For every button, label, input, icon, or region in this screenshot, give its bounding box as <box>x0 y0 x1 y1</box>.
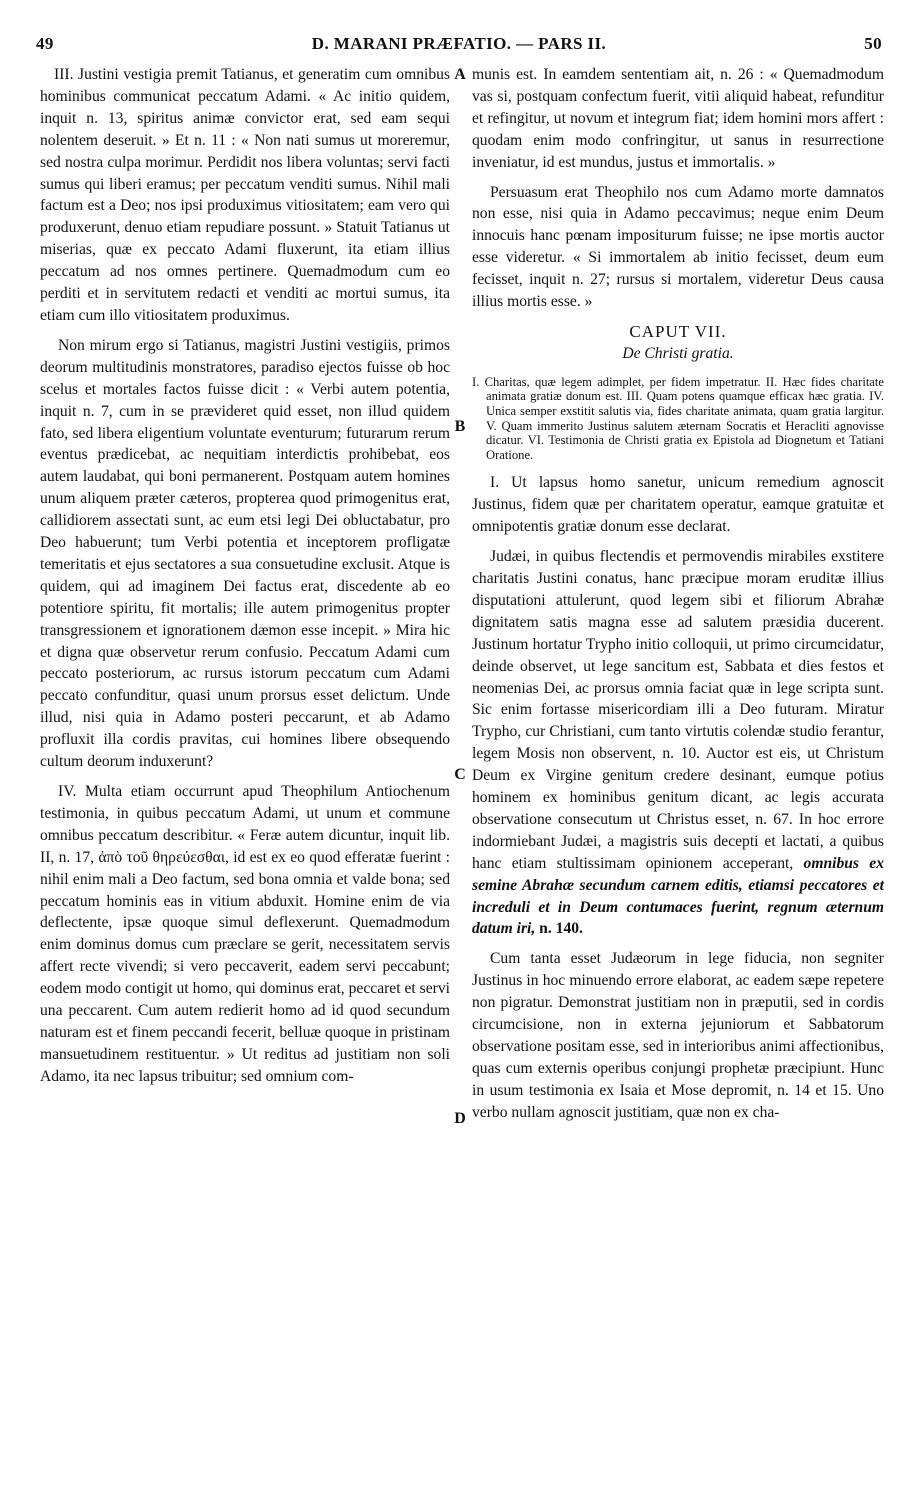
paragraph-iii: III. Justini vestigia premit Tatianus, et generatim cum omnibus hominibus communicat peccatum Adami. « Ac initio quidem, inquit n. 13, spiritus animæ convictor erat, sed eam sequi nolentem deseruit. » Et n. 11 : « Non nati sumus ut moreremur, sed nostra culpa morimur. Perdidit nos libera voluntas; servi facti sumus qui liberi eramus; per peccatum venditi sumus. Nihil mali factum est a Deo; nos ipsi produximus vitiositatem; eam vero qui produxerunt, denuo etiam repudiare possunt. » Statuit Tatianus ut miserias, quæ ex peccato Adami fluxerunt, ita etiam illius peccatum ad nos omnes pertinere. Quemadmodum cum eo perditi et in servitutem redacti et venditi ac mortui sumus, ita etiam cum illo vitiositatem produximus. <box>40 66 450 324</box>
paragraph-non-mirum: Non mirum ergo si Tatianus, magistri Justini vestigiis, primos deorum multitudinis monstratores, paradiso ejectos fuisse ob hoc scelus et mortales factos fuisse dicit : « Verbi autem potentia, inquit n. 7, cum in se prævideret quid esset, non illud quidem fato, sed libera eligentium voluntate eventurum; futurarum rerum eventus prædicebat, ac nequitiam interdictis prohibebat, eos autem laudabat, qui boni permanerent. Postquam autem homines unum aliquem præter cæteros, propterea quod primogenitus erat, callidiorem assectati sunt, ac eum etsi legi Dei obluctabatur, pro Deo habuerunt; tum Verbi potentia et inceptorem profligatæ temeritatis et ejus sectatores a sua consuetudine exclusit. Atque is quidem, qui ad imaginem Dei factus erat, discedente ab eo potentiore spiritu, fit mortalis; ille autem primogenitus propter transgressionem et ignorationem dæmon esse incepit. » Mira hic et digna quæ observetur rerum confusio. Peccatum Adami cum peccato posteriorum, ac rursus istorum peccatum cum Adami peccato confunditur, quasi unum prorsus esset delictum. Unde illud, nisi quia in Adamo posteri peccarunt, et ab Adamo profluxit illa cordis pravitas, cui homines libere obsequendo cultum deorum induxerunt? <box>40 336 450 771</box>
page-number-right: 50 <box>864 34 882 53</box>
paragraph-judaei <box>472 546 884 940</box>
paragraph-judaei-italic: omnibus ex semine Abrahæ secundum carnem editis, etiamsi peccatores et increduli et in Deum contumaces fuerint, regnum æternum datum iri, <box>472 854 884 938</box>
margin-letter-a: A <box>454 66 466 83</box>
paragraph-cum-tanta: Cum tanta esset Judæorum in lege fiducia, non segniter Justinus in hoc minuendo errore elaborat, ac eadem sæpe repetere non pigratur. Demonstrat justitiam non in præputii, sed in cordis circumcisione, non in externa jejuniorum et Sabbatorum observatione positam esse, sed in interioribus animi affectionibus, quas cum externis operibus conjungi prophetæ præcipiunt. Hunc in usum testimonia ex Isaia et Mose depromit, n. 14 et 15. Uno verbo nullam agnoscit justitiam, quæ non ex cha- <box>472 950 884 1121</box>
page-number-left: 49 <box>36 34 54 53</box>
chapter-subtitle: De Christi gratia. <box>622 344 734 362</box>
paragraph-i: I. Ut lapsus homo sanetur, unicum remedium agnoscit Justinus, fidem quæ per charitatem operatur, eamque gratuitæ et omnipotentis gratiæ donum esse declarat. <box>472 474 884 536</box>
page-header <box>36 34 882 56</box>
margin-letter-d: D <box>454 1110 466 1127</box>
paragraph-judaei-text: Judæi, in quibus flectendis et permovendis mirabiles exstitere charitatis Justini conatus, hanc præcipue moram eruditæ illius disputationi attulerunt, quod legem sibi et filiorum Abrahæ dignitatem satis magna esse ad salutem præsidia ducerent. Justinum hortatur Trypho initio colloquii, ut primo circumcidatur, deinde observet, ut lege sancitum est, Sabbata et dies festos et neomenias Dei, ac prorsus omnia faciat quæ in lege scripta sunt. Sic enim fortasse misericordiam illi a Deo futuram. Miratur Trypho, cur Christiani, cum tanto virtutis colendæ studio ferantur, legem Mosis non observent, n. 10. Auctor est eis, ut Christum Deum ex Virgine genitum credere desinant, eumque potius hominem ex hominibus genitum dicant, ac legis accurata observatione consecutum ut Christus esset, n. 67. In hoc errore indormiebant Judæi, a magistris suis decepti et lactati, a quibus hanc etiam stultissimam opinionem acceperant, <box>472 548 884 872</box>
chapter-summary: I. Charitas, quæ legem adimplet, per fidem impetratur. II. Hæc fides charitate animata gratiæ donum est. III. Quam potens quamque efficax hæc gratia. IV. Unica semper exstitit salutis via, fides charitate animata, quam gratia largitur. V. Quam immerito Justinus salutem æternam Socratis et Heracliti agnovisse dicatur. VI. Testimonia de Christi gratia ex Epistola ad Diognetum et Tatiani Oratione. <box>472 374 884 462</box>
margin-letter-c: C <box>454 766 466 783</box>
chapter-title: CAPUT VII. <box>629 321 727 341</box>
left-column <box>40 64 450 1096</box>
margin-letter-b: B <box>454 418 466 435</box>
paragraph-continuation: munis est. In eamdem sententiam ait, n. 26 : « Quemadmodum vas si, postquam confectum fuerit, vitii aliquid habeat, refunditur et refingitur, ut novum et integrum fiat; idem homini mors affert : quodam enim modo confringitur, ut sanus in resurrectione inveniatur, id est mundus, justus et immortalis. » <box>472 66 884 171</box>
paragraph-persuasum: Persuasum erat Theophilo nos cum Adamo morte damnatos non esse, nisi quia in Adamo peccavimus; neque enim Deum innocuis hanc pœnam impositurum fuisse; ne ipse mortis auctor esse videretur. « Si immortalem ab initio fecisset, deum eum fecisset, inquit n. 27; rursus si mortalem, videretur Deus causa illius mortis esse. » <box>472 183 884 311</box>
paragraph-iv: IV. Multa etiam occurrunt apud Theophilum Antiochenum testimonia, in quibus peccatum Adami, ut unum et commune omnibus peccatum describitur. « Feræ autem dicuntur, inquit lib. II, n. 17, ἀπὸ τοῦ θηρεύεσθαι, id est ex eo quod efferatæ fuerint : nihil enim mali a Deo factum, sed bona omnia et valde bona; sed peccatum hominis eas in vitium abduxit. Homine enim de via deflectente, ipsæ quoque simul deflexerunt. Quemadmodum enim dominus domus cum præclare se gerit, necessitatem servis affert recte vivendi; si vero peccaverit, eadem servi peccabunt; eodem modo contigit ut homo, qui dominus erat, peccaret et servi una peccarent. Cum autem redierit homo ad id quod secundum naturam est et finem peccandi fecerit, belluæ quoque in pristinam mansuetudinem restituentur. » Ut reditus ad justitiam non soli Adamo, ita nec lapsus tribuitur; sed omnium com- <box>40 783 450 1085</box>
right-column <box>472 64 884 1132</box>
running-title: D. MARANI PRÆFATIO. — PARS II. <box>311 34 607 53</box>
paragraph-judaei-ref: n. 140. <box>539 920 583 938</box>
